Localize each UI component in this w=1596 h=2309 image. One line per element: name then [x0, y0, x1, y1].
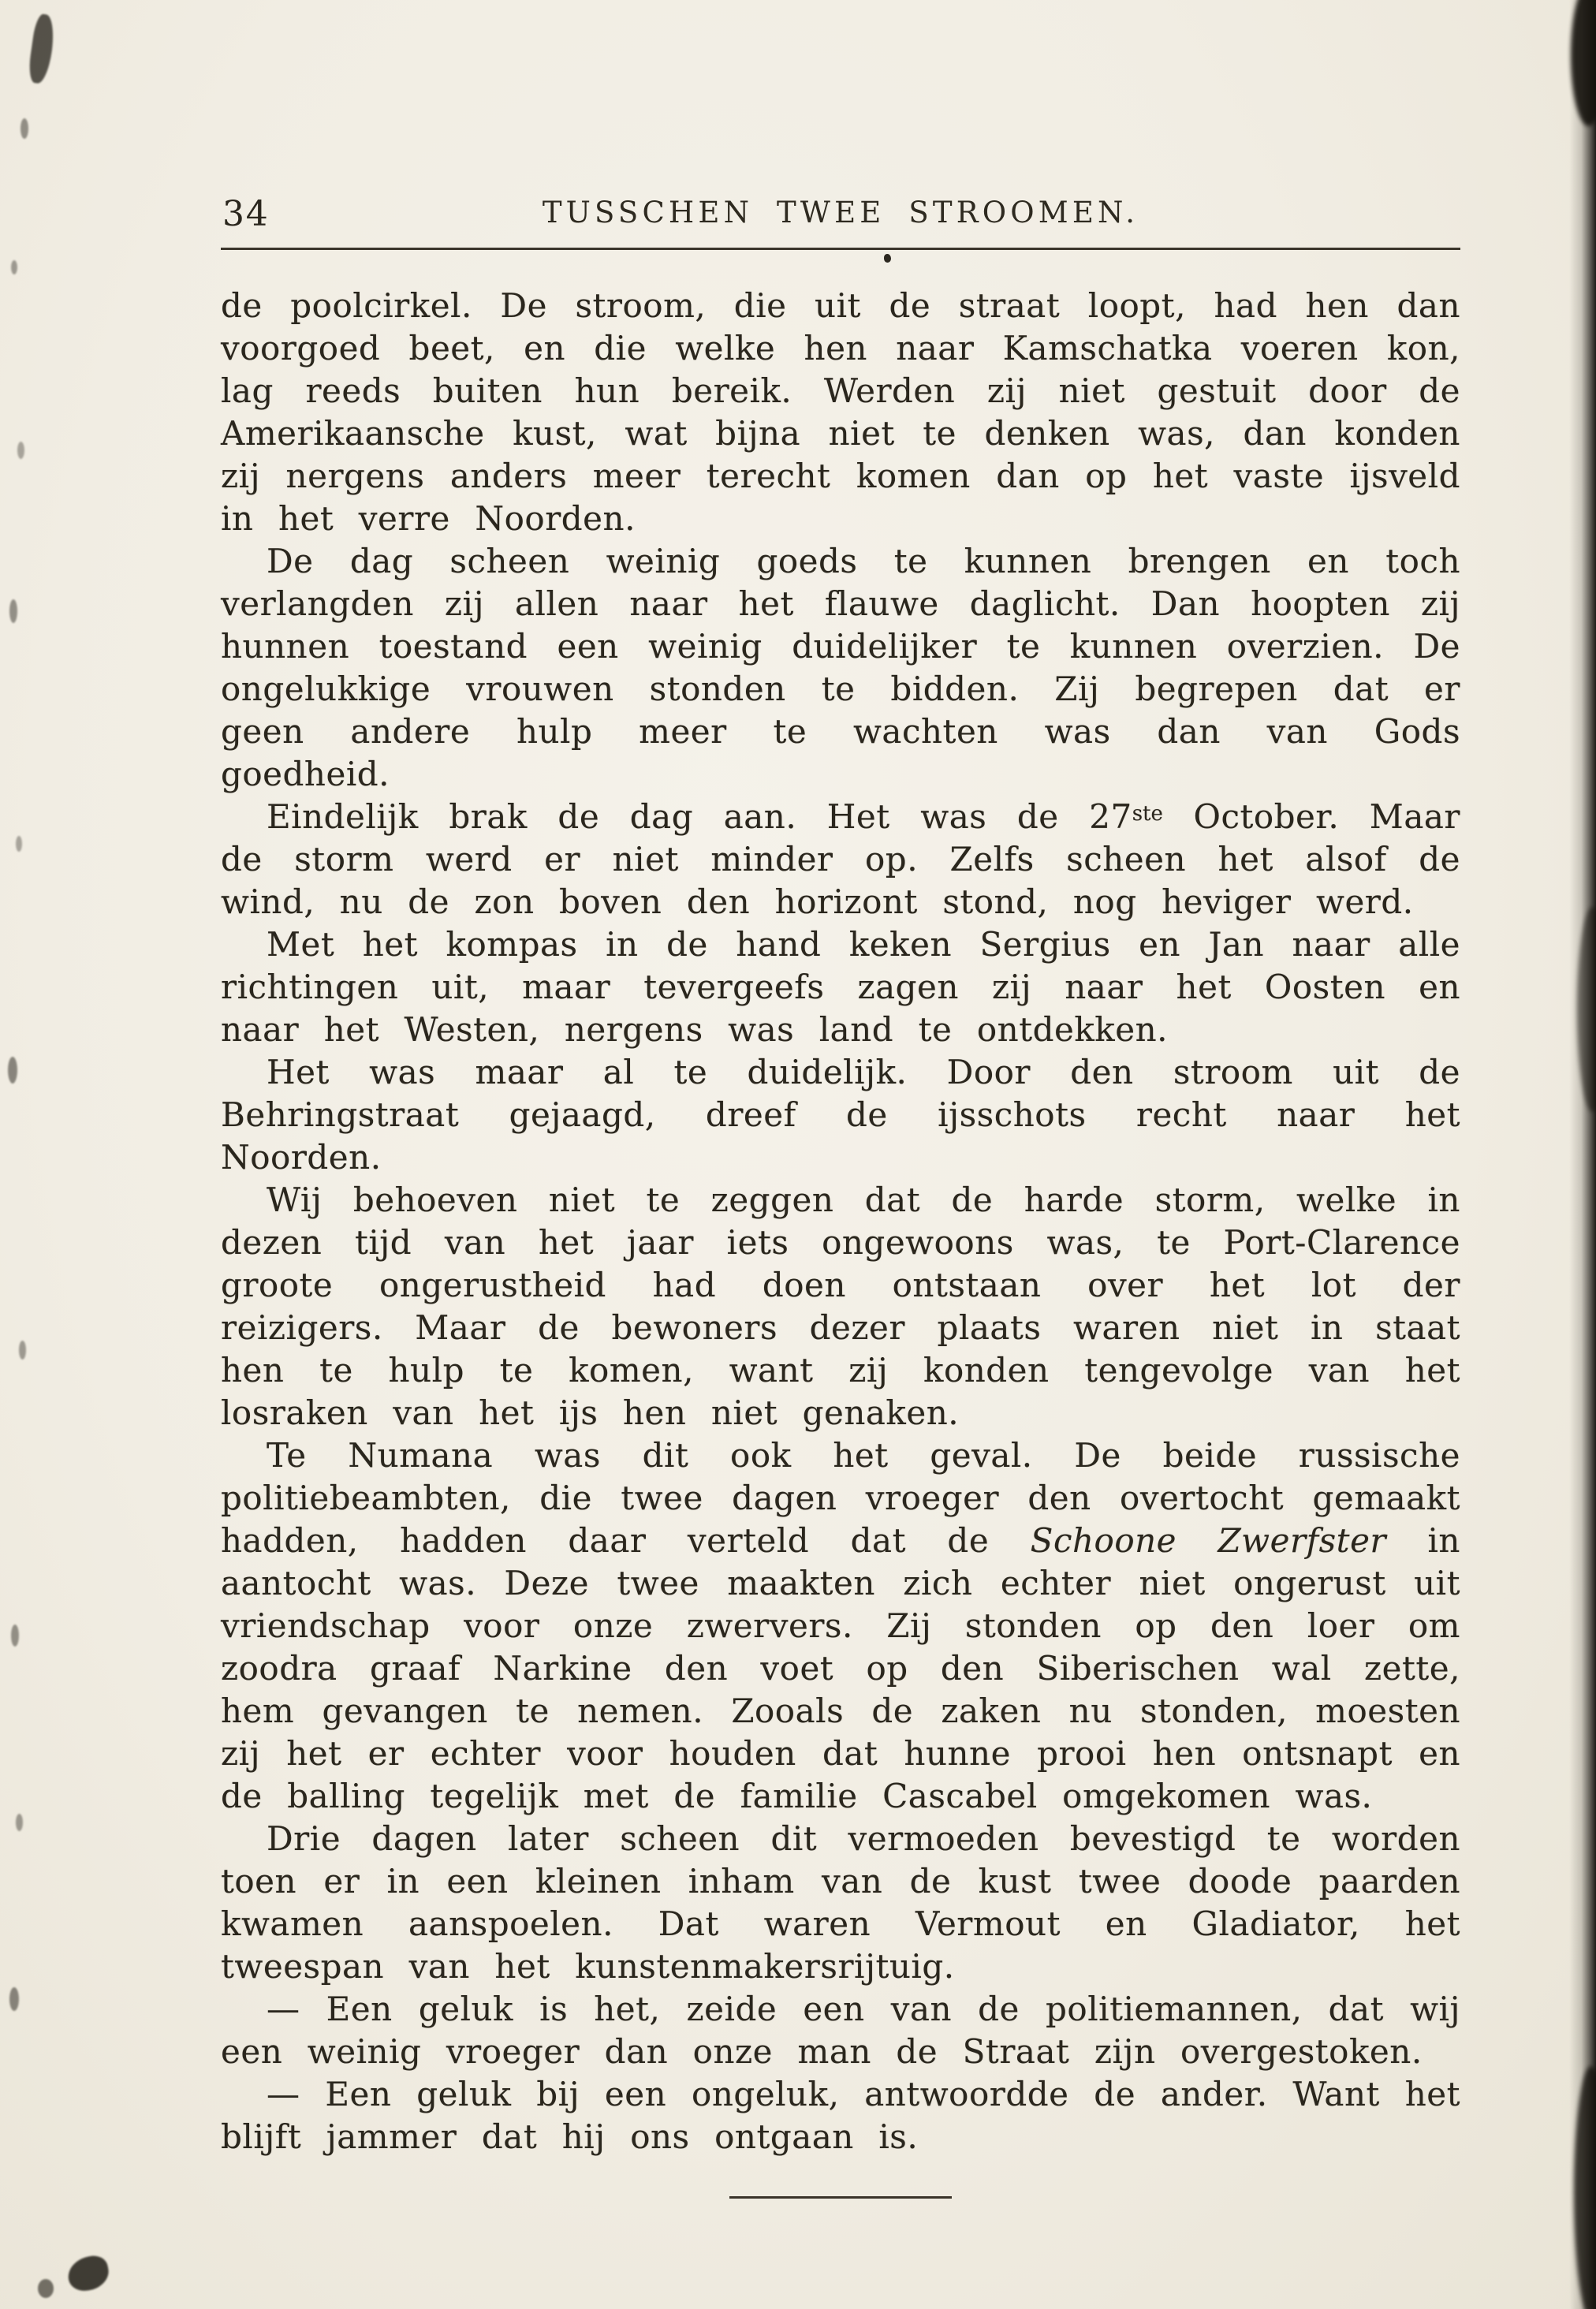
page-number: 34: [222, 194, 270, 234]
scan-speck: [11, 1625, 19, 1647]
paragraph: — Een geluk bij een ongeluk, antwoordde de ander. Want het blijft jammer dat hij ons ontgaan is.: [221, 2075, 1460, 2156]
paragraph: De dag scheen weinig goeds te kunnen brengen en toch verlangden zij allen naar het flauwe daglicht. Dan hoopten zij hunnen toestand een weinig duidelijker te kunnen overzien. De ongelukkige vrouwen stonden te bidden. Zij begrepen dat er geen andere hulp meer te wachten was dan van Gods goedheid.: [221, 542, 1460, 793]
header-rule: [221, 248, 1460, 250]
scan-speck: [21, 118, 28, 139]
paragraph-text: Eindelijk brak de dag aan. Het was de 27: [267, 797, 1132, 836]
running-title: TUSSCHEN TWEE STROOMEN.: [542, 196, 1139, 229]
paragraph: Wij behoeven niet te zeggen dat de harde storm, welke in dezen tijd van het jaar iets ongewoons was, te Port-Clarence groote ongerustheid had doen ontstaan over het lot der reizigers. Maar de bewoners dezer plaats waren niet in staat hen te hulp te komen, want zij konden tengevolge van het losraken van het ijs hen niet genaken.: [221, 1181, 1460, 1432]
scan-speck: [8, 1057, 17, 1084]
scan-speck: [16, 836, 22, 852]
scan-speck: [65, 2253, 112, 2294]
page-header: [221, 188, 1460, 235]
paragraph: Met het kompas in de hand keken Sergius en Jan naar alle richtingen uit, maar tevergeefs zagen zij naar het Oosten en naar het Westen, nergens was land te ontdekken.: [221, 925, 1460, 1049]
paragraph-text: in aantocht was. Deze twee maakten zich echter niet ongerust uit vriendschap voor onze zwervers. Zij stonden op den loer om zoodra graaf Narkine den voet op den Siberischen wal zette, hem gevangen te nemen. Zooals de zaken nu stonden, moesten zij het er echter voor houden dat hunne prooi hen ontsnapt en de balling tegelijk met de familie Cascabel omgekomen was.: [221, 1521, 1460, 1815]
paragraph-text: October. Maar de storm werd er niet minder op. Zelfs scheen het alsof de wind, nu de zon boven den horizont stond, nog heviger werd.: [221, 797, 1460, 921]
scan-speck: [27, 13, 57, 85]
paragraph-text: Te Numana was dit ook het geval. De beide russische politiebeambten, die twee dagen vroeger den overtocht gemaakt hadden, hadden daar verteld dat de: [221, 1436, 1460, 1560]
ordinal-superscript: ste: [1132, 802, 1163, 826]
paragraph: Het was maar al te duidelijk. Door den stroom uit de Behringstraat gejaagd, dreef de ijsschots recht naar het Noorden.: [221, 1053, 1460, 1177]
scan-speck: [38, 2279, 54, 2298]
page-content: [221, 188, 1460, 2199]
paragraph: de poolcirkel. De stroom, die uit de straat loopt, had hen dan voorgoed beet, en die welke hen naar Kamschatka voeren kon, lag reeds buiten hun bereik. Werden zij niet gestuit door de Amerikaansche kust, wat bijna niet te denken was, dan konden zij nergens anders meer terecht komen dan op het vaste ijsveld in het verre Noorden.: [221, 286, 1460, 538]
scan-speck: [9, 1987, 19, 2011]
scan-speck: [11, 260, 17, 274]
paragraph: [221, 1434, 1460, 1818]
book-title-italic: Schoone Zwerfster: [1030, 1521, 1387, 1560]
scan-speck: [16, 1814, 23, 1831]
page-body: [221, 285, 1460, 2158]
paragraph: Drie dagen later scheen dit vermoeden bevestigd te worden toen er in een kleinen inham van de kust twee doode paarden kwamen aanspoelen. Dat waren Vermout en Gladiator, het tweespan van het kunstenmakersrijtuig.: [221, 1819, 1460, 1986]
section-end-rule: [729, 2196, 952, 2199]
scan-speck: [17, 442, 24, 459]
paragraph: [221, 796, 1460, 923]
ink-dot: [884, 254, 891, 263]
page-edge-shadow: [1569, 0, 1596, 2309]
scan-speck: [9, 599, 17, 623]
paragraph: — Een geluk is het, zeide een van de politiemannen, dat wij een weinig vroeger dan onze man de Straat zijn overgestoken.: [221, 1990, 1460, 2071]
scan-speck: [19, 1341, 26, 1360]
